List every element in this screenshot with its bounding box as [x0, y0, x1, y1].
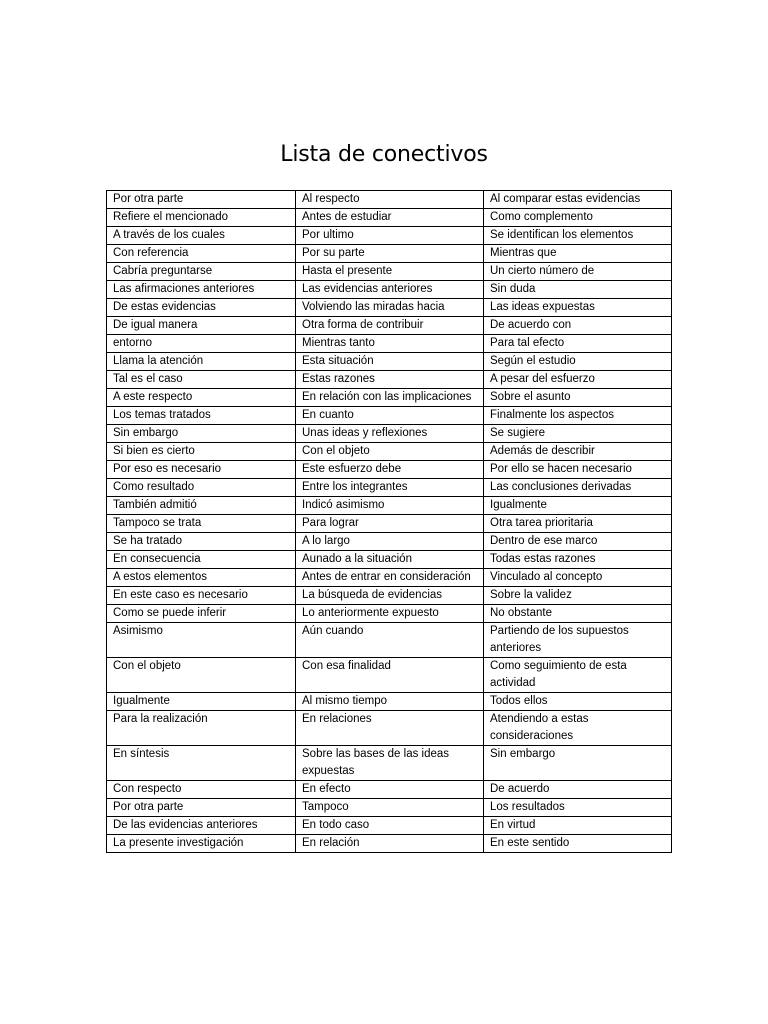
- table-cell: [107, 281, 296, 299]
- table-cell: [107, 746, 296, 781]
- table-cell: [107, 317, 296, 335]
- connective-text: Mientras tanto: [302, 337, 375, 349]
- table-row: [107, 781, 672, 799]
- table-cell: [296, 317, 484, 335]
- table-row: [107, 835, 672, 853]
- table-cell: [484, 658, 672, 693]
- table-row: [107, 623, 672, 658]
- connective-text: Para la realización: [113, 713, 208, 725]
- table-row: [107, 209, 672, 227]
- table-row: [107, 317, 672, 335]
- connective-text: En relación con las implicaciones: [302, 391, 472, 403]
- connective-text: Llama la atención: [113, 355, 204, 367]
- connective-text: Sin embargo: [113, 427, 179, 439]
- table-cell: [296, 227, 484, 245]
- connective-text: Atendiendo a estas consideraciones: [490, 713, 589, 742]
- connective-text: Igualmente: [113, 695, 170, 707]
- table-cell: [296, 533, 484, 551]
- table-cell: [484, 746, 672, 781]
- connective-text: De las evidencias anteriores: [113, 819, 258, 831]
- connective-text: De igual manera: [113, 319, 198, 331]
- connective-text: Dentro de ese marco: [490, 535, 598, 547]
- connective-text: Partiendo de los supuestos anteriores: [490, 625, 629, 654]
- table-cell: [107, 817, 296, 835]
- connective-text: Tampoco: [302, 801, 349, 813]
- table-row: [107, 227, 672, 245]
- table-cell: [107, 425, 296, 443]
- connective-text: Como resultado: [113, 481, 195, 493]
- connective-text: Lo anteriormente expuesto: [302, 607, 439, 619]
- table-row: [107, 551, 672, 569]
- table-row: [107, 817, 672, 835]
- table-cell: [484, 263, 672, 281]
- connective-text: Al mismo tiempo: [302, 695, 387, 707]
- table-cell: [296, 497, 484, 515]
- connective-text: Al respecto: [302, 193, 360, 205]
- table-cell: [107, 209, 296, 227]
- table-cell: [107, 335, 296, 353]
- table-cell: [296, 335, 484, 353]
- table-row: [107, 371, 672, 389]
- connective-text: Los resultados: [490, 801, 565, 813]
- table-cell: [107, 605, 296, 623]
- table-cell: [484, 209, 672, 227]
- connective-text: Tal es el caso: [113, 373, 183, 385]
- connective-text: En relación: [302, 837, 360, 849]
- connective-text: Con respecto: [113, 783, 182, 795]
- page-title: Lista de conectivos: [280, 142, 488, 167]
- table-cell: [107, 623, 296, 658]
- connective-text: Se identifican los elementos: [490, 229, 634, 241]
- connective-text: Como complemento: [490, 211, 593, 223]
- table-cell: [107, 389, 296, 407]
- connective-text: En síntesis: [113, 748, 170, 760]
- connective-text: Antes de estudiar: [302, 211, 392, 223]
- table-row: [107, 497, 672, 515]
- table-cell: [107, 533, 296, 551]
- table-cell: [484, 515, 672, 533]
- connective-text: Unas ideas y reflexiones: [302, 427, 428, 439]
- connective-text: Otra forma de contribuir: [302, 319, 424, 331]
- table-cell: [296, 817, 484, 835]
- table-cell: [296, 587, 484, 605]
- table-cell: [296, 191, 484, 209]
- table-cell: [484, 443, 672, 461]
- table-cell: [484, 533, 672, 551]
- connective-text: Por eso es necesario: [113, 463, 222, 475]
- connective-text: Un cierto número de: [490, 265, 595, 277]
- table-cell: [296, 425, 484, 443]
- table-cell: [296, 371, 484, 389]
- connective-text: También admitió: [113, 499, 197, 511]
- table-row: [107, 533, 672, 551]
- connective-text: La búsqueda de evidencias: [302, 589, 443, 601]
- connective-text: Sobre el asunto: [490, 391, 571, 403]
- connective-text: A este respecto: [113, 391, 193, 403]
- connective-text: No obstante: [490, 607, 553, 619]
- table-cell: [107, 781, 296, 799]
- connective-text: Como se puede inferir: [113, 607, 227, 619]
- connective-text: Mientras que: [490, 247, 557, 259]
- table-cell: [484, 817, 672, 835]
- table-cell: [107, 263, 296, 281]
- table-cell: [296, 263, 484, 281]
- table-cell: [296, 799, 484, 817]
- table-row: [107, 299, 672, 317]
- table-cell: [107, 299, 296, 317]
- connective-text: Las conclusiones derivadas: [490, 481, 632, 493]
- connective-text: Indicó asimismo: [302, 499, 385, 511]
- table-row: [107, 799, 672, 817]
- table-cell: [107, 551, 296, 569]
- table-cell: [484, 497, 672, 515]
- table-cell: [484, 623, 672, 658]
- connective-text: Por otra parte: [113, 801, 184, 813]
- connective-text: Con esa finalidad: [302, 660, 391, 672]
- table-row: [107, 658, 672, 693]
- table-cell: [484, 335, 672, 353]
- table-cell: [296, 299, 484, 317]
- table-cell: [484, 425, 672, 443]
- table-cell: [484, 711, 672, 746]
- connective-text: Todas estas razones: [490, 553, 596, 565]
- connective-text: En este caso es necesario: [113, 589, 248, 601]
- connective-text: Sin embargo: [490, 748, 556, 760]
- connective-text: Esta situación: [302, 355, 374, 367]
- table-row: [107, 587, 672, 605]
- connective-text: Además de describir: [490, 445, 595, 457]
- connective-text: Refiere el mencionado: [113, 211, 229, 223]
- connective-text: En consecuencia: [113, 553, 201, 565]
- table-cell: [484, 245, 672, 263]
- connective-text: En relaciones: [302, 713, 372, 725]
- connective-text: Sin duda: [490, 283, 536, 295]
- table-cell: [107, 353, 296, 371]
- table-cell: [484, 191, 672, 209]
- table-cell: [296, 569, 484, 587]
- connective-text: A estos elementos: [113, 571, 207, 583]
- table-cell: [296, 353, 484, 371]
- connective-text: De acuerdo con: [490, 319, 572, 331]
- connective-text: Todos ellos: [490, 695, 548, 707]
- table-cell: [107, 245, 296, 263]
- table-row: [107, 746, 672, 781]
- connective-text: De acuerdo: [490, 783, 550, 795]
- connective-text: Sobre las bases de las ideas expuestas: [302, 748, 450, 777]
- table-cell: [296, 479, 484, 497]
- table-cell: [484, 587, 672, 605]
- connective-text: Finalmente los aspectos: [490, 409, 615, 421]
- table-row: [107, 693, 672, 711]
- table-cell: [107, 443, 296, 461]
- connective-text: Se ha tratado: [113, 535, 183, 547]
- connective-text: Hasta el presente: [302, 265, 393, 277]
- connective-text: Si bien es cierto: [113, 445, 195, 457]
- connective-text: Otra tarea prioritaria: [490, 517, 593, 529]
- table-row: [107, 425, 672, 443]
- connective-text: En todo caso: [302, 819, 370, 831]
- table-cell: [107, 711, 296, 746]
- connective-text: Las afirmaciones anteriores: [113, 283, 255, 295]
- table-cell: [296, 281, 484, 299]
- connective-text: De estas evidencias: [113, 301, 216, 313]
- table-cell: [107, 515, 296, 533]
- table-row: [107, 569, 672, 587]
- table-cell: [484, 479, 672, 497]
- table-cell: [484, 317, 672, 335]
- table-cell: [484, 781, 672, 799]
- connective-text: Con el objeto: [113, 660, 181, 672]
- connective-text: Según el estudio: [490, 355, 576, 367]
- connective-text: Aún cuando: [302, 625, 364, 637]
- table-row: [107, 515, 672, 533]
- table-row: [107, 281, 672, 299]
- connective-text: Antes de entrar en consideración: [302, 571, 471, 583]
- table-row: [107, 353, 672, 371]
- table-cell: [296, 746, 484, 781]
- table-row: [107, 263, 672, 281]
- table-row: [107, 605, 672, 623]
- table-cell: [296, 461, 484, 479]
- table-cell: [484, 353, 672, 371]
- connective-text: Asimismo: [113, 625, 163, 637]
- connective-text: Con referencia: [113, 247, 189, 259]
- table-cell: [107, 407, 296, 425]
- connective-text: Igualmente: [490, 499, 547, 511]
- table-cell: [484, 605, 672, 623]
- connective-text: En este sentido: [490, 837, 570, 849]
- table-cell: [484, 799, 672, 817]
- table-cell: [107, 569, 296, 587]
- table-cell: [296, 711, 484, 746]
- table-cell: [296, 623, 484, 658]
- table-row: [107, 711, 672, 746]
- table-cell: [296, 835, 484, 853]
- table-cell: [107, 658, 296, 693]
- table-cell: [296, 209, 484, 227]
- table-cell: [107, 587, 296, 605]
- connective-text: En cuanto: [302, 409, 354, 421]
- connective-text: Con el objeto: [302, 445, 370, 457]
- table-row: [107, 389, 672, 407]
- connective-text: Este esfuerzo debe: [302, 463, 402, 475]
- table-cell: [107, 191, 296, 209]
- table-row: [107, 335, 672, 353]
- table-row: [107, 461, 672, 479]
- table-row: [107, 407, 672, 425]
- table-cell: [107, 693, 296, 711]
- table-cell: [296, 443, 484, 461]
- table-row: [107, 245, 672, 263]
- connective-text: En virtud: [490, 819, 536, 831]
- connective-text: Entre los integrantes: [302, 481, 408, 493]
- connective-text: Para tal efecto: [490, 337, 565, 349]
- table-cell: [484, 461, 672, 479]
- connective-text: Cabría preguntarse: [113, 265, 213, 277]
- table-cell: [107, 461, 296, 479]
- connective-text: A través de los cuales: [113, 229, 225, 241]
- table-cell: [107, 799, 296, 817]
- connective-text: Al comparar estas evidencias: [490, 193, 641, 205]
- table-cell: [107, 835, 296, 853]
- table-cell: [484, 835, 672, 853]
- table-cell: [296, 245, 484, 263]
- connective-text: Como seguimiento de esta actividad: [490, 660, 627, 689]
- connective-text: Vinculado al concepto: [490, 571, 603, 583]
- connective-text: entorno: [113, 337, 153, 349]
- connective-text: Sobre la validez: [490, 589, 572, 601]
- connectives-table: [106, 190, 672, 853]
- table-cell: [296, 693, 484, 711]
- table-cell: [484, 281, 672, 299]
- table-cell: [484, 551, 672, 569]
- connective-text: Por ello se hacen necesario: [490, 463, 632, 475]
- table-row: [107, 191, 672, 209]
- connective-text: La presente investigación: [113, 837, 244, 849]
- table-cell: [484, 299, 672, 317]
- connective-text: Los temas tratados: [113, 409, 211, 421]
- table-cell: [107, 371, 296, 389]
- table-cell: [296, 551, 484, 569]
- table-cell: [296, 389, 484, 407]
- table-cell: [107, 479, 296, 497]
- connective-text: Aunado a la situación: [302, 553, 412, 565]
- connective-text: Volviendo las miradas hacia: [302, 301, 445, 313]
- connective-text: Por ultimo: [302, 229, 354, 241]
- table-cell: [484, 389, 672, 407]
- connective-text: Las evidencias anteriores: [302, 283, 433, 295]
- connective-text: Estas razones: [302, 373, 375, 385]
- connective-text: Para lograr: [302, 517, 359, 529]
- connective-text: A lo largo: [302, 535, 350, 547]
- table-cell: [296, 605, 484, 623]
- table-cell: [484, 569, 672, 587]
- connective-text: Por otra parte: [113, 193, 184, 205]
- table-cell: [296, 781, 484, 799]
- table-cell: [484, 227, 672, 245]
- table-cell: [107, 497, 296, 515]
- table-cell: [484, 371, 672, 389]
- connective-text: Por su parte: [302, 247, 365, 259]
- table-cell: [484, 693, 672, 711]
- table-cell: [296, 658, 484, 693]
- table-row: [107, 443, 672, 461]
- connective-text: A pesar del esfuerzo: [490, 373, 595, 385]
- table-cell: [107, 227, 296, 245]
- connective-text: Tampoco se trata: [113, 517, 202, 529]
- connective-text: En efecto: [302, 783, 351, 795]
- table-cell: [296, 515, 484, 533]
- connective-text: Se sugiere: [490, 427, 545, 439]
- table-cell: [296, 407, 484, 425]
- table-body: [107, 191, 672, 853]
- connective-text: Las ideas expuestas: [490, 301, 595, 313]
- table-cell: [484, 407, 672, 425]
- table-row: [107, 479, 672, 497]
